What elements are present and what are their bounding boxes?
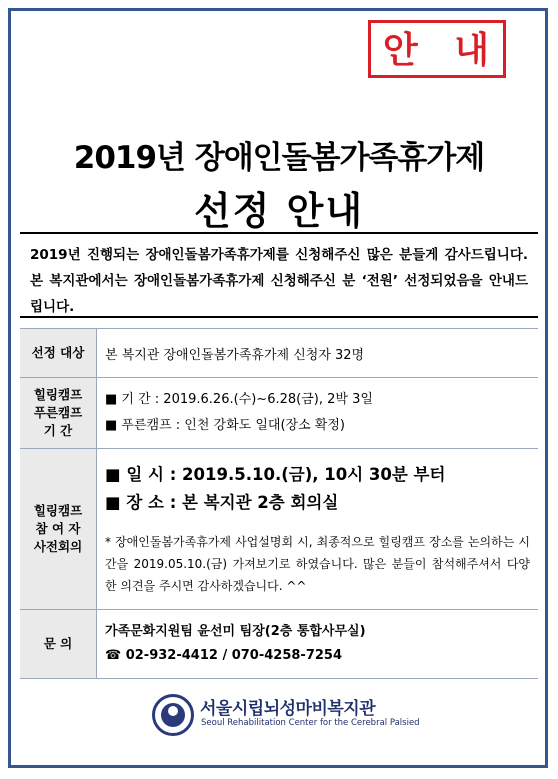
row-contact-label: 문 의: [20, 610, 97, 679]
period-label-line-2: 푸른캠프: [33, 405, 83, 420]
title-line-1: 2019년 장애인돌봄가족휴가제: [73, 140, 485, 176]
row-period-value: [97, 378, 539, 449]
org-logo-icon: [152, 694, 194, 736]
row-period: [20, 378, 538, 449]
intro-paragraph: [20, 232, 538, 318]
logo-dot: [168, 706, 178, 716]
row-meeting-label: [20, 449, 97, 610]
row-meeting-value: [97, 449, 539, 610]
row-target: [20, 329, 538, 378]
row-contact: [20, 610, 538, 679]
meeting-note: * 장애인돌봄가족휴가제 사업설명회 시, 최종적으로 힐링캠프 장소를 논의하는 시간을 2019.05.10.(금) 가져보기로 하였습니다. 많은 분들이 참석해주셔서 다양한 의견을 주시면 감사하겠습니다. ^^: [105, 535, 530, 593]
period-label-line-1: 힐링캠프: [33, 387, 83, 402]
row-period-label: [20, 378, 97, 449]
meeting-place: ■ 장 소 : 본 복지관 2층 회의실: [105, 493, 339, 512]
org-name-korean: 서울시립뇌성마비복지관: [200, 699, 376, 719]
intro-text: 2019년 진행되는 장애인돌봄가족휴가제를 신청해주신 많은 분들게 감사드립니다. 본 복지관에서는 장애인돌봄가족휴가제 신청해주신 분 ‘전원’ 선정되었음을 안내드립니다.: [30, 247, 528, 315]
meeting-label-line-3: 사전회의: [33, 539, 83, 554]
period-line-2: ■ 푸른캠프 : 인천 강화도 일대(장소 확정): [105, 418, 345, 433]
row-target-label: 선정 대상: [20, 329, 97, 378]
org-name-english: Seoul Rehabilitation Center for the Cerebral Palsied: [201, 718, 420, 728]
period-label-line-3: 기 간: [43, 423, 73, 438]
notice-badge: 안 내: [368, 20, 506, 78]
contact-line-1: 가족문화지원팀 윤선미 팀장(2층 통합사무실): [105, 624, 366, 639]
row-meeting: [20, 449, 538, 610]
period-line-1: ■ 기 간 : 2019.6.26.(수)~6.28(금), 2박 3일: [105, 392, 373, 407]
info-table: [20, 328, 538, 679]
meeting-date: ■ 일 시 : 2019.5.10.(금), 10시 30분 부터: [105, 465, 446, 484]
meeting-label-line-2: 참 여 자: [35, 521, 81, 536]
title-line-2: 선정 안내: [193, 189, 365, 233]
meeting-label-line-1: 힐링캠프: [33, 503, 83, 518]
footer: [0, 692, 558, 738]
row-target-value: 본 복지관 장애인돌봄가족휴가제 신청자 32명: [97, 329, 539, 378]
contact-phone: ☎ 02-932-4412 / 070-4258-7254: [105, 648, 343, 663]
row-contact-value: [97, 610, 539, 679]
